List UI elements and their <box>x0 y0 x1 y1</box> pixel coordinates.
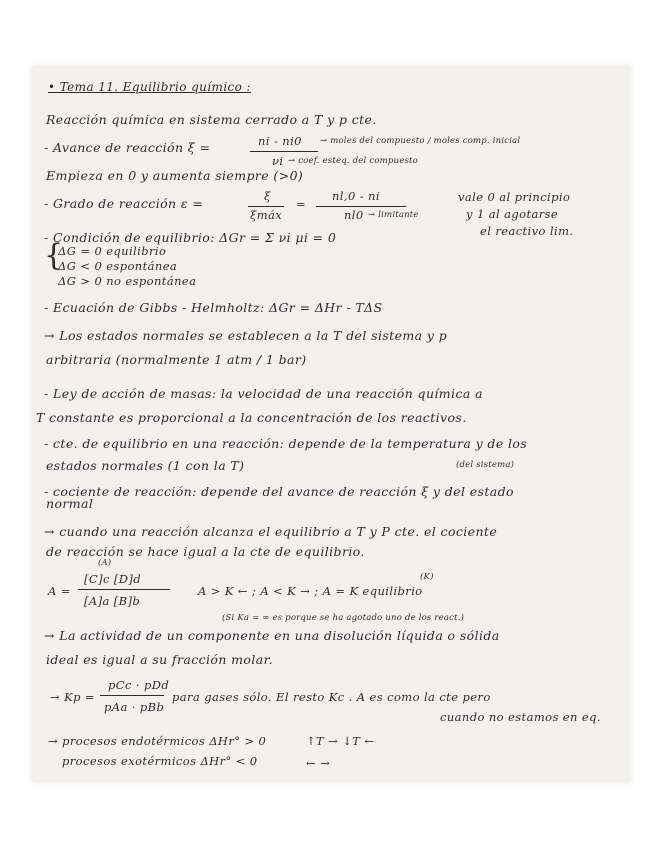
fraction-bar <box>250 151 318 152</box>
kp-label: → Kp = <box>50 690 95 704</box>
equilibrium-constant-1: - cte. de equilibrio en una reacción: depende de la temperatura y de los <box>44 436 528 451</box>
endothermic-arrows: ↑T → ↓T ← <box>306 734 375 748</box>
exothermic-arrows: ← → <box>306 756 331 770</box>
kp-description: para gases sólo. El resto Kc . A es como la cte pero <box>172 690 491 704</box>
quotient-numerator: [C]c [D]d <box>84 572 142 586</box>
reaction-advance-note-2: → coef. esteq. del compuesto <box>288 156 418 166</box>
normal-states-1: → Los estados normales se establecen a la T del sistema y p <box>44 328 448 343</box>
fraction-bar <box>316 206 406 207</box>
equilibrium-condition: - Condición de equilibrio: ΔGr = Σ νi μi = 0 <box>44 230 337 245</box>
page-title: • Tema 11. Equilibrio químico : <box>48 80 251 94</box>
activity-2: ideal es igual a su fracción molar. <box>46 652 273 667</box>
equilibrium-reached-1: → cuando una reacción alcanza el equilibrio a T y P cte. el cociente <box>44 524 498 539</box>
reaction-quotient-1: - cociente de reacción: depende del avance de reacción ξ y del estado <box>44 484 514 499</box>
left-brace: { <box>44 238 64 273</box>
quotient-comparisons: A > K ← ; A < K → ; A = K equilibrio <box>198 584 423 598</box>
fraction-bar <box>100 695 164 696</box>
equals-sign: = <box>296 197 307 211</box>
exothermic-processes: procesos exotérmicos ΔHr° < 0 <box>62 754 258 768</box>
equilibrium-constant-2: estados normales (1 con la T) <box>46 458 245 473</box>
quotient-formula-label: A = <box>48 584 71 598</box>
equilibrium-constant-note: (del sistema) <box>456 460 515 470</box>
condition-spontaneous: ΔG < 0 espontánea <box>58 259 178 273</box>
note-line-1: Reacción química en sistema cerrado a T y p cte. <box>46 112 377 127</box>
gibbs-helmholtz: - Ecuación de Gibbs - Helmholtz: ΔGr = ΔHr - TΔS <box>44 300 383 315</box>
condition-non-spontaneous: ΔG > 0 no espontánea <box>58 274 197 288</box>
reaction-advance-denominator: νi <box>272 154 284 168</box>
condition-equilibrium: ΔG = 0 equilibrio <box>58 244 167 258</box>
reaction-degree-den1: ξmáx <box>250 208 283 222</box>
reaction-degree-right-3: el reactivo lim. <box>480 224 574 238</box>
reaction-advance-label: - Avance de reacción ξ = <box>44 140 211 155</box>
reaction-degree-label: - Grado de reacción ε = <box>44 196 204 211</box>
reaction-degree-right-1: vale 0 al principio <box>458 190 571 204</box>
activity-1: → La actividad de un componente en una disolución líquida o sólida <box>44 628 500 643</box>
reaction-degree-right-2: y 1 al agotarse <box>466 207 559 221</box>
quotient-label-a: (A) <box>98 558 112 568</box>
note-line-3: Empieza en 0 y aumenta siempre (>0) <box>46 168 304 183</box>
reaction-degree-den2: nl0 <box>344 208 364 222</box>
equilibrium-reached-2: de reacción se hace igual a la cte de equilibrio. <box>46 544 365 559</box>
reaction-degree-num2: nl,0 - ni <box>332 189 380 203</box>
fraction-bar <box>78 589 170 590</box>
reaction-degree-num1: ξ <box>264 189 271 203</box>
normal-states-2: arbitraria (normalmente 1 atm / 1 bar) <box>46 352 307 367</box>
kp-numerator: pCc · pDd <box>108 678 170 692</box>
kp-description-2: cuando no estamos en eq. <box>440 710 601 724</box>
endothermic-processes: → procesos endotérmicos ΔHr° > 0 <box>48 734 267 748</box>
kp-denominator: pAa · pBb <box>104 700 165 714</box>
mass-action-2: T constante es proporcional a la concentración de los reactivos. <box>36 410 467 425</box>
quotient-denominator: [A]a [B]b <box>84 594 141 608</box>
reaction-advance-numerator: ni - ni0 <box>258 134 302 148</box>
reaction-advance-note-1: → moles del compuesto / moles comp. inicial <box>320 136 521 146</box>
mass-action-1: - Ley de acción de masas: la velocidad de una reacción química a <box>44 386 483 401</box>
reaction-degree-den2-note: → limitante <box>368 210 419 220</box>
constant-label-k: (K) <box>420 572 434 582</box>
fraction-bar <box>248 206 284 207</box>
quotient-note: (Si Ka = ∞ es porque se ha agotado uno de los react.) <box>222 613 465 623</box>
reaction-quotient-2: normal <box>46 496 94 511</box>
